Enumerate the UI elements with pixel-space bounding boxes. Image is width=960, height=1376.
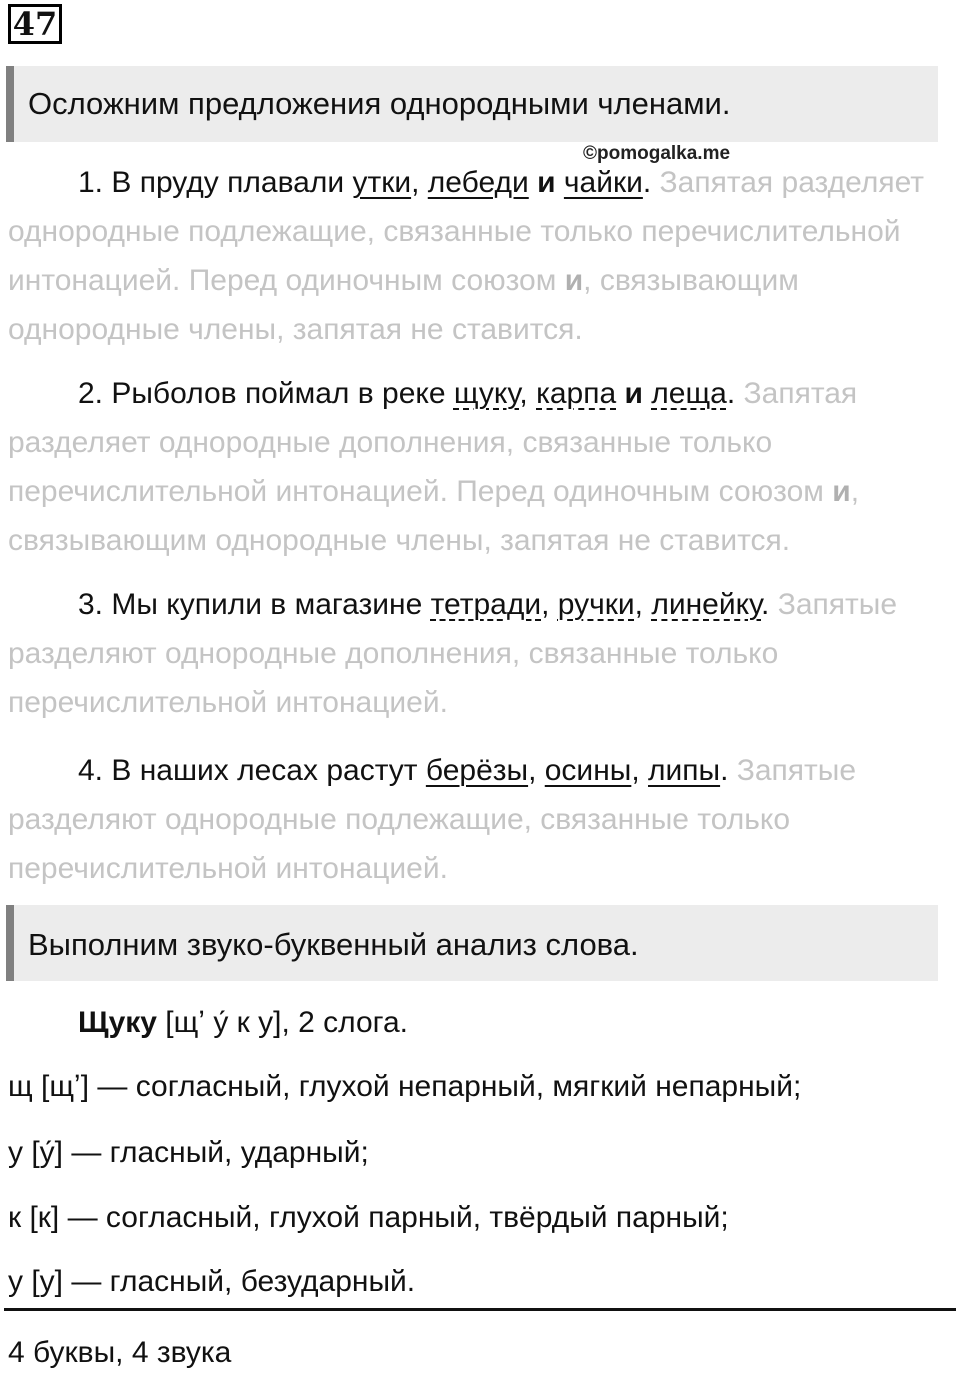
divider bbox=[4, 1308, 956, 1311]
task-2-note-part-1: Запятая разделяет однородные дополнения, связанные только перечислительной интонацией. Перед одиночным союзом bbox=[8, 377, 858, 508]
analysis-summary: 4 буквы, 4 звука bbox=[8, 1336, 232, 1369]
analysis-word: Щуку bbox=[78, 1006, 157, 1039]
task-4-number: 4. bbox=[78, 754, 112, 787]
task-2-sep-2 bbox=[616, 377, 624, 410]
task-2-note-part-2: , связывающим однородные члены, запятая не ставится. bbox=[8, 475, 860, 557]
task-1-end: . bbox=[642, 166, 660, 199]
task-2-conjunction: и bbox=[624, 377, 643, 410]
task-1-sep-2 bbox=[529, 166, 537, 199]
task-4-lead: В наших лесах растут bbox=[111, 754, 426, 787]
task-3-sep-2: , bbox=[634, 588, 652, 621]
exercise-number: 47 bbox=[8, 4, 62, 44]
task-2-lead: Рыболов поймал в реке bbox=[111, 377, 454, 410]
task-4-subject-3: липы bbox=[648, 754, 721, 787]
task-3-object-1: тетради bbox=[430, 588, 542, 621]
task-2 bbox=[8, 369, 938, 565]
section-heading-homogeneous: Осложним предложения однородными членами. bbox=[6, 66, 938, 142]
task-2-object-1: щуку bbox=[453, 377, 520, 410]
task-3-number: 3. bbox=[78, 588, 112, 621]
task-4-sep-1: , bbox=[528, 754, 545, 787]
task-4-note: Запятые разделяют однородные подлежащие, связанные только перечислительной интонацией. bbox=[8, 754, 857, 885]
watermark: ©pomogalka.me bbox=[583, 143, 731, 164]
task-4-subject-1: берёзы bbox=[425, 754, 529, 787]
analysis-transcription: [щʼ у́ к у], 2 слога. bbox=[156, 1006, 408, 1039]
section-heading-analysis: Выполним звуко-буквенный анализ слова. bbox=[6, 905, 938, 981]
task-1-sep-1: , bbox=[411, 166, 428, 199]
task-4-end: . bbox=[720, 754, 737, 787]
analysis-line-4: у [у] — гласный, безударный. bbox=[8, 1265, 416, 1298]
task-2-sep-1: , bbox=[519, 377, 537, 410]
analysis-line-2: у [у́] — гласный, ударный; bbox=[8, 1136, 369, 1169]
task-3-note: Запятые разделяют однородные дополнения, связанные только перечислительной интонацией. bbox=[8, 588, 898, 719]
task-2-object-3: леща bbox=[651, 377, 727, 410]
task-1-note-part-2: , связывающим однородные члены, запятая не ставится. bbox=[8, 264, 799, 346]
task-1-lead: В пруду плавали bbox=[111, 166, 353, 199]
task-2-note-conjunction: и bbox=[832, 475, 851, 508]
task-4-subject-2: осины bbox=[544, 754, 632, 787]
task-3-object-3: линейку bbox=[651, 588, 762, 621]
task-1-subject-3: чайки bbox=[563, 166, 643, 199]
task-1-subject-1: утки bbox=[352, 166, 412, 199]
task-1-subject-2: лебеди bbox=[427, 166, 529, 199]
task-1-conjunction: и bbox=[537, 166, 556, 199]
task-1-note-conjunction: и bbox=[564, 264, 584, 297]
task-4-sep-2: , bbox=[631, 754, 648, 787]
task-2-object-2: карпа bbox=[536, 377, 617, 410]
task-2-number: 2. bbox=[78, 377, 112, 410]
task-2-end: . bbox=[726, 377, 744, 410]
task-3-sep-1: , bbox=[541, 588, 558, 621]
task-4 bbox=[8, 746, 938, 893]
task-1-number: 1. bbox=[78, 166, 112, 199]
task-1 bbox=[8, 158, 938, 354]
task-3-object-2: ручки bbox=[557, 588, 635, 621]
task-3-end: . bbox=[761, 588, 778, 621]
task-3-lead: Мы купили в магазине bbox=[111, 588, 431, 621]
task-1-note-part-1: Запятая разделяет однородные подлежащие, связанные только перечислительной интонацией. Перед одиночным союзом bbox=[8, 166, 925, 297]
analysis-line-1: щ [щʼ] — согласный, глухой непарный, мягкий непарный; bbox=[8, 1070, 802, 1103]
task-1-sep-3 bbox=[556, 166, 564, 199]
analysis-word-line bbox=[78, 1003, 408, 1043]
task-3 bbox=[8, 580, 938, 727]
analysis-line-3: к [к] — согласный, глухой парный, твёрдый парный; bbox=[8, 1201, 729, 1234]
